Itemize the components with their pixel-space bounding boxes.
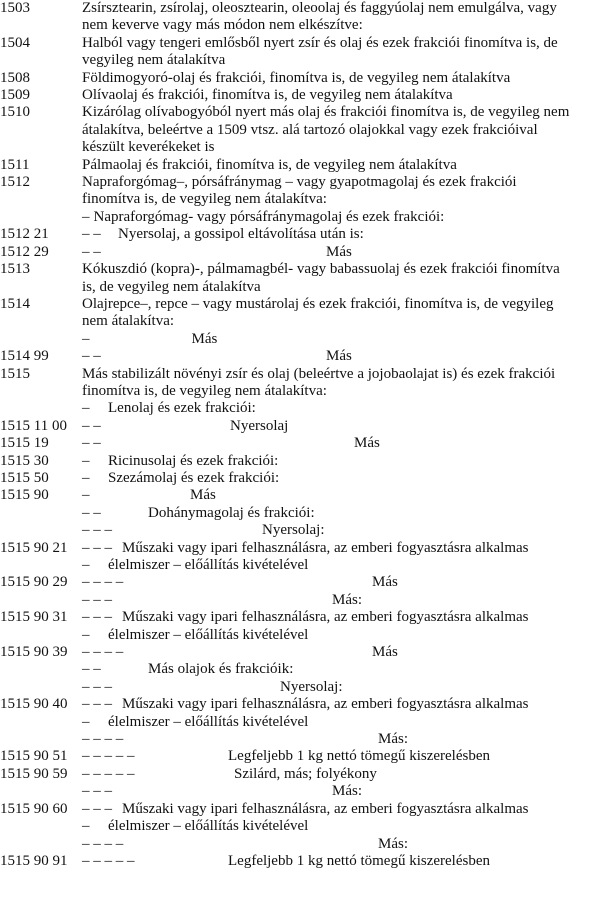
description-text: Más: (378, 835, 408, 852)
tariff-description (82, 470, 594, 487)
description-line (82, 261, 594, 278)
tariff-row (0, 296, 599, 348)
indent-dashes: – – (82, 661, 101, 678)
description-text: Nyersolaj: (262, 522, 325, 539)
tariff-description (82, 226, 594, 243)
tariff-code: 1515 (0, 365, 30, 382)
description-line (82, 853, 594, 870)
description-line (82, 505, 594, 522)
description-line (82, 818, 594, 835)
tariff-code: 1504 (0, 34, 30, 51)
indent-dashes: – – – – (82, 835, 124, 852)
indent-dashes: – (82, 400, 90, 417)
indent-dashes: – – (82, 348, 101, 365)
tariff-description (82, 174, 594, 226)
description-text: Más (191, 330, 218, 347)
description-text: Műszaki vagy ipari felhasználásra, az emberi fogyasztásra alkalmas (122, 696, 529, 713)
tariff-row (0, 470, 599, 487)
tariff-row (0, 453, 599, 470)
indent-dashes: – (82, 208, 90, 225)
description-line (82, 418, 594, 435)
indent-dashes: – – – – – (82, 748, 135, 765)
description-line (82, 435, 594, 452)
tariff-row (0, 487, 599, 539)
tariff-code: 1511 (0, 156, 30, 173)
tariff-code: 1514 (0, 295, 30, 312)
description-line (82, 139, 594, 156)
description-line (82, 627, 594, 644)
description-text: Nyersolaj (230, 417, 289, 434)
tariff-description (82, 261, 594, 296)
description-text: átalakítva, beleértve a 1509 vtsz. alá tartozó olajokkal vagy ezek frakcióival (82, 121, 538, 138)
tariff-description (82, 296, 594, 348)
tariff-row (0, 644, 599, 696)
description-line (82, 366, 594, 383)
description-line (82, 296, 594, 313)
description-text: nem keverve vagy más módon nem elkészítve: (82, 17, 363, 34)
tariff-row (0, 574, 599, 609)
description-line (82, 609, 594, 626)
tariff-description (82, 853, 594, 870)
tariff-code: 1510 (0, 104, 30, 121)
description-text: Halból vagy tengeri emlősből nyert zsír és olaj és ezek frakciói finomítva is, de (82, 34, 558, 51)
description-text: Kizárólag olívabogyóból nyert más olaj és frakciói finomítva is, de vegyileg nem (82, 104, 570, 121)
description-text: nem átalakítva: (82, 313, 175, 330)
indent-dashes: – (82, 818, 90, 835)
description-line (82, 540, 594, 557)
indent-dashes: – – – (82, 539, 112, 556)
description-line (82, 696, 594, 713)
tariff-row (0, 418, 599, 435)
tariff-row (0, 853, 599, 870)
description-text: Legfeljebb 1 kg nettó tömegű kiszerelésben (228, 748, 490, 765)
description-line (82, 35, 594, 52)
description-text: Más (326, 348, 352, 365)
description-line (82, 801, 594, 818)
description-text: Más (190, 487, 216, 504)
tariff-row (0, 366, 599, 418)
tariff-code: 1515 90 40 (0, 696, 68, 713)
description-line (82, 661, 594, 678)
description-text: Más: (332, 591, 362, 608)
tariff-description (82, 574, 594, 609)
description-text: Más (372, 644, 398, 661)
description-line (82, 87, 594, 104)
description-line (82, 331, 594, 348)
tariff-code: 1515 30 (0, 452, 49, 469)
indent-dashes: – – – – (82, 574, 124, 591)
indent-dashes: – – (82, 226, 101, 243)
description-text: Legfeljebb 1 kg nettó tömegű kiszerelésben (228, 852, 490, 869)
description-text: Olajrepce–, repce – vagy mustárolaj és ezek frakciói, finomítva is, de vegyileg (82, 295, 554, 312)
tariff-description (82, 157, 594, 174)
description-line (82, 209, 594, 226)
description-line (82, 748, 594, 765)
tariff-row (0, 244, 599, 261)
description-text: Más: (332, 783, 362, 800)
indent-dashes: – – – – (82, 731, 124, 748)
tariff-description (82, 766, 594, 801)
tariff-row (0, 174, 599, 226)
indent-dashes: – (82, 330, 90, 347)
tariff-row (0, 540, 599, 575)
tariff-description (82, 104, 594, 156)
tariff-row (0, 261, 599, 296)
tariff-description (82, 644, 594, 696)
indent-dashes: – (82, 713, 90, 730)
description-line (82, 836, 594, 853)
description-line (82, 157, 594, 174)
indent-dashes: – – – (82, 783, 112, 800)
tariff-description (82, 0, 594, 35)
description-text: Más (372, 574, 398, 591)
tariff-description (82, 87, 594, 104)
description-line (82, 348, 594, 365)
description-line (82, 174, 594, 191)
indent-dashes: – – – – – (82, 765, 135, 782)
indent-dashes: – – (82, 243, 101, 260)
indent-dashes: – – – (82, 609, 112, 626)
indent-dashes: – – (82, 417, 101, 434)
description-text: Nyersolaj: (280, 678, 343, 695)
description-text: élelmiszer – előállítás kivételével (108, 818, 309, 835)
description-text: Zsírsztearin, zsírolaj, oleosztearin, oleoolaj és faggyúolaj nem emulgálva, vagy (82, 0, 557, 16)
description-text: Szilárd, más; folyékony (234, 765, 377, 782)
tariff-row (0, 226, 599, 243)
tariff-code: 1508 (0, 69, 30, 86)
description-line (82, 400, 594, 417)
description-text: Szezámolaj és ezek frakciói: (108, 469, 280, 486)
description-text: élelmiszer – előállítás kivételével (108, 626, 309, 643)
indent-dashes: – – – – (82, 644, 124, 661)
description-line (82, 191, 594, 208)
tariff-description (82, 366, 594, 418)
tariff-code: 1514 99 (0, 348, 49, 365)
tariff-row (0, 696, 599, 748)
indent-dashes: – (82, 557, 90, 573)
tariff-code: 1512 29 (0, 243, 49, 260)
description-line (82, 122, 594, 139)
tariff-description (82, 696, 594, 748)
tariff-description (82, 244, 594, 261)
tariff-row (0, 157, 599, 174)
tariff-code: 1503 (0, 0, 30, 16)
description-text: Pálmaolaj és frakciói, finomítva is, de vegyileg nem átalakítva (82, 156, 457, 173)
indent-dashes: – – – (82, 591, 112, 608)
indent-dashes: – – – (82, 696, 112, 713)
description-text: Más (354, 435, 380, 452)
description-line (82, 17, 594, 34)
description-text: Napraforgómag- vagy pórsáfránymagolaj és ezek frakciói: (93, 208, 445, 225)
indent-dashes: – – – – – (82, 852, 135, 869)
description-text: élelmiszer – előállítás kivételével (108, 713, 309, 730)
tariff-row (0, 104, 599, 156)
description-text: finomítva is, de vegyileg nem átalakítva: (82, 382, 327, 399)
tariff-code: 1515 90 39 (0, 644, 68, 661)
description-text: Más: (378, 731, 408, 748)
description-line (82, 279, 594, 296)
tariff-row (0, 87, 599, 104)
tariff-row (0, 348, 599, 365)
tariff-description (82, 348, 594, 365)
description-line (82, 383, 594, 400)
description-line (82, 0, 594, 17)
tariff-row (0, 766, 599, 801)
tariff-code: 1515 90 31 (0, 609, 68, 626)
tariff-description (82, 70, 594, 87)
description-line (82, 244, 594, 261)
tariff-row (0, 609, 599, 644)
tariff-description (82, 487, 594, 539)
description-line (82, 487, 594, 504)
tariff-code: 1513 (0, 261, 30, 278)
description-line (82, 731, 594, 748)
tariff-description (82, 801, 594, 853)
description-line (82, 226, 594, 243)
description-line (82, 104, 594, 121)
indent-dashes: – – – (82, 522, 112, 539)
description-text: Dohánymagolaj és frakciói: (148, 504, 315, 521)
tariff-code: 1512 21 (0, 226, 49, 243)
description-line (82, 679, 594, 696)
tariff-description (82, 35, 594, 70)
description-line (82, 52, 594, 69)
description-text: Más olajok és frakcióik: (148, 661, 294, 678)
tariff-code: 1515 19 (0, 435, 49, 452)
indent-dashes: – – (82, 435, 101, 452)
indent-dashes: – – – (82, 800, 112, 817)
tariff-description (82, 609, 594, 644)
description-text: Műszaki vagy ipari felhasználásra, az emberi fogyasztásra alkalmas (122, 800, 529, 817)
indent-dashes: – (82, 487, 90, 504)
description-text: Kókuszdió (kopra)-, pálmamagbél- vagy babassuolaj és ezek frakciói finomítva (82, 261, 560, 278)
tariff-code: 1515 90 59 (0, 765, 68, 782)
indent-dashes: – – (82, 504, 101, 521)
tariff-description (82, 453, 594, 470)
description-line (82, 574, 594, 591)
tariff-code: 1515 90 60 (0, 800, 68, 817)
description-text: Olívaolaj és frakciói, finomítva is, de vegyileg nem átalakítva (82, 87, 453, 104)
tariff-code: 1515 90 29 (0, 574, 68, 591)
indent-dashes: – – – (82, 678, 112, 695)
description-text: Nyersolaj, a gossipol eltávolítása után is: (118, 226, 364, 243)
description-text: Más stabilizált növényi zsír és olaj (beleértve a jojobaolajat is) és ezek frakciói (82, 365, 556, 382)
tariff-row (0, 801, 599, 853)
tariff-code: 1515 11 00 (0, 417, 67, 434)
description-text: vegyileg nem átalakítva (82, 52, 226, 69)
indent-dashes: – (82, 452, 90, 469)
description-text: Ricinusolaj és ezek frakciói: (108, 452, 279, 469)
tariff-code: 1515 90 (0, 487, 49, 504)
tariff-code: 1515 90 91 (0, 852, 68, 869)
description-text: Műszaki vagy ipari felhasználásra, az emberi fogyasztásra alkalmas (122, 609, 529, 626)
indent-dashes: – (82, 626, 90, 643)
description-line (82, 644, 594, 661)
tariff-row (0, 70, 599, 87)
tariff-code: 1515 50 (0, 469, 49, 486)
description-line (82, 783, 594, 800)
description-line (82, 557, 594, 574)
tariff-description (82, 435, 594, 452)
description-text: készült keverékeket is (82, 139, 215, 156)
tariff-row (0, 435, 599, 452)
tariff-row (0, 748, 599, 765)
description-line (82, 522, 594, 539)
description-text: élelmiszer – előállítás kivételével (108, 557, 309, 573)
indent-dashes: – (82, 469, 90, 486)
description-line (82, 592, 594, 609)
description-text: Napraforgómag–, pórsáfránymag – vagy gyapotmagolaj és ezek frakciói (82, 174, 517, 191)
description-text: Műszaki vagy ipari felhasználásra, az emberi fogyasztásra alkalmas (122, 539, 529, 556)
description-line (82, 470, 594, 487)
tariff-description (82, 418, 594, 435)
description-line (82, 766, 594, 783)
tariff-row (0, 35, 599, 70)
tariff-description (82, 748, 594, 765)
tariff-code: 1512 (0, 174, 30, 191)
description-line (82, 313, 594, 330)
description-line (82, 714, 594, 731)
tariff-description (82, 540, 594, 575)
tariff-code: 1515 90 51 (0, 748, 68, 765)
description-text: is, de vegyileg nem átalakítva (82, 278, 261, 295)
tariff-row (0, 0, 599, 35)
description-text: Más (326, 243, 352, 260)
description-text: finomítva is, de vegyileg nem átalakítva: (82, 191, 327, 208)
tariff-code: 1515 90 21 (0, 539, 68, 556)
description-line (82, 70, 594, 87)
tariff-code: 1509 (0, 87, 30, 104)
description-text: Lenolaj és ezek frakciói: (108, 400, 256, 417)
description-text: Földimogyoró-olaj és frakciói, finomítva is, de vegyileg nem átalakítva (82, 69, 511, 86)
description-line (82, 453, 594, 470)
